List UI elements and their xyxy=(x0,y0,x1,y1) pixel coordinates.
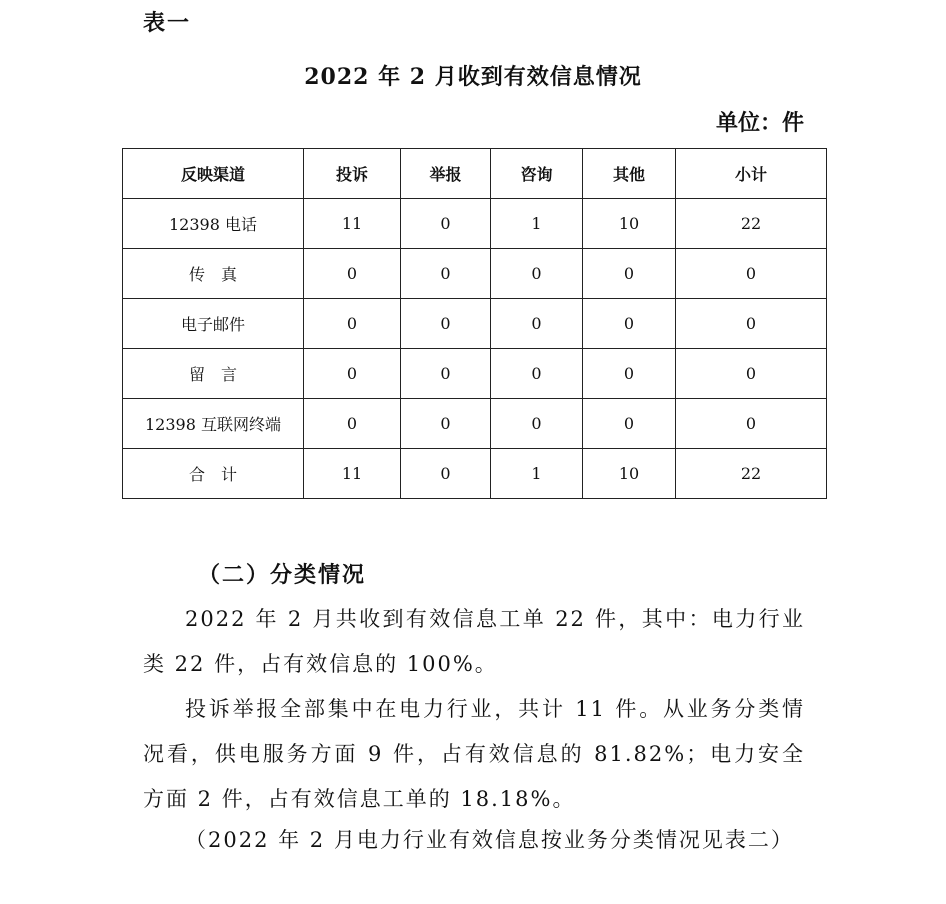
cell-consult: 1 xyxy=(491,199,583,249)
cell-complaint: 0 xyxy=(304,249,401,299)
cell-report: 0 xyxy=(401,249,491,299)
cell-complaint: 0 xyxy=(304,299,401,349)
header-other: 其他 xyxy=(583,149,676,199)
cell-report: 0 xyxy=(401,299,491,349)
cell-channel: 合 计 xyxy=(123,449,304,499)
table-total-row xyxy=(123,449,827,499)
cell-complaint: 0 xyxy=(304,399,401,449)
header-complaint: 投诉 xyxy=(304,149,401,199)
cell-channel: 12398 互联网终端 xyxy=(123,399,304,449)
table-title: 2022 年 2 月收到有效信息情况 xyxy=(304,64,642,90)
cell-channel: 传 真 xyxy=(123,249,304,299)
header-subtotal: 小计 xyxy=(676,149,827,199)
table-row xyxy=(123,299,827,349)
table-row xyxy=(123,349,827,399)
unit-label: 单位：件 xyxy=(715,110,804,136)
cell-subtotal: 0 xyxy=(676,299,827,349)
cell-subtotal: 0 xyxy=(676,349,827,399)
table-row xyxy=(123,249,827,299)
cell-report: 0 xyxy=(401,199,491,249)
cell-report: 0 xyxy=(401,399,491,449)
cell-other: 0 xyxy=(583,349,676,399)
cell-consult: 0 xyxy=(491,249,583,299)
cell-subtotal: 22 xyxy=(676,199,827,249)
header-channel: 反映渠道 xyxy=(123,149,304,199)
cell-consult: 0 xyxy=(491,299,583,349)
table-header-row xyxy=(123,149,827,199)
cell-other: 0 xyxy=(583,399,676,449)
cell-report: 0 xyxy=(401,449,491,499)
header-report: 举报 xyxy=(401,149,491,199)
cell-other: 0 xyxy=(583,249,676,299)
cell-subtotal: 0 xyxy=(676,249,827,299)
cell-consult: 1 xyxy=(491,449,583,499)
body-paragraph: 投诉举报全部集中在电力行业，共计 11 件。从业务分类情况看，供电服务方面 9 件，占有效信息的 81.82%；电力安全方面 2 件，占有效信息工单的 18.18%。 xyxy=(143,697,805,811)
table-row xyxy=(123,199,827,249)
cell-channel: 电子邮件 xyxy=(123,299,304,349)
cell-other: 10 xyxy=(583,199,676,249)
cell-complaint: 0 xyxy=(304,349,401,399)
cell-subtotal: 22 xyxy=(676,449,827,499)
header-consult: 咨询 xyxy=(491,149,583,199)
cell-other: 0 xyxy=(583,299,676,349)
body-paragraph: 2022 年 2 月共收到有效信息工单 22 件，其中：电力行业类 22 件，占有效信息的 100%。 xyxy=(143,607,805,676)
cell-consult: 0 xyxy=(491,349,583,399)
cell-complaint: 11 xyxy=(304,449,401,499)
cell-channel: 12398 电话 xyxy=(123,199,304,249)
table-row xyxy=(123,399,827,449)
cell-channel: 留 言 xyxy=(123,349,304,399)
cell-complaint: 11 xyxy=(304,199,401,249)
cell-consult: 0 xyxy=(491,399,583,449)
table-label: 表一 xyxy=(143,10,192,36)
cell-subtotal: 0 xyxy=(676,399,827,449)
cell-other: 10 xyxy=(583,449,676,499)
cell-report: 0 xyxy=(401,349,491,399)
body-paragraph: （2022 年 2 月电力行业有效信息按业务分类情况见表二） xyxy=(185,828,794,852)
section-heading: （二）分类情况 xyxy=(198,562,367,588)
info-table xyxy=(122,148,827,499)
